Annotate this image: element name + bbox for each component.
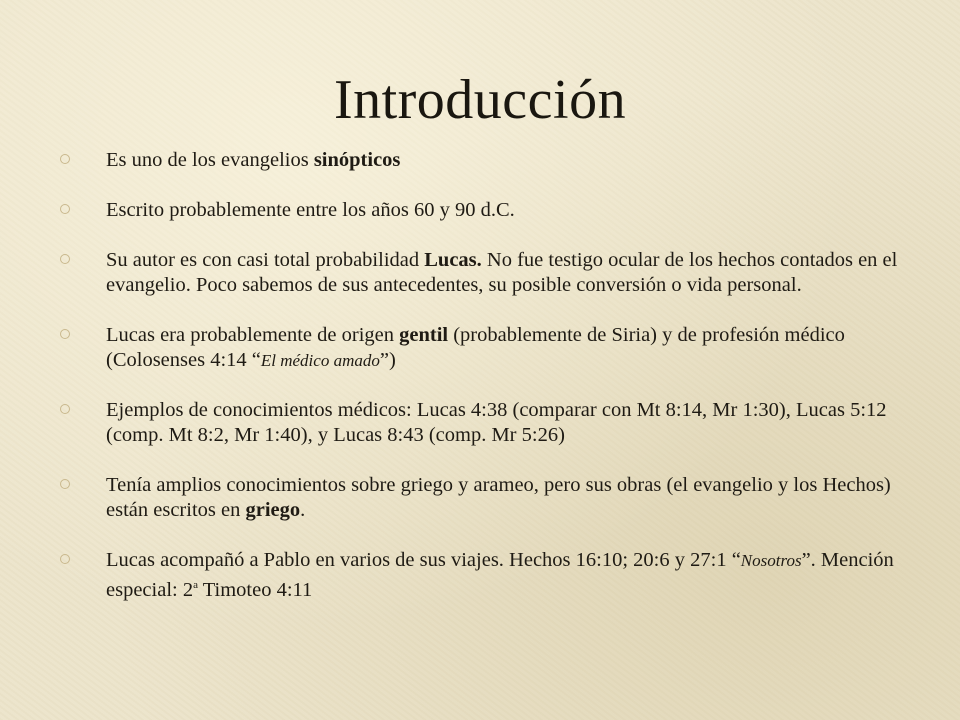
bullet-text: Escrito probablemente entre los años 60 y 90 d.C. <box>106 199 515 221</box>
superscript-text: a <box>193 579 198 591</box>
bullet-list <box>60 148 930 628</box>
bullet-text: Ejemplos de conocimientos médicos: Lucas 4:38 (comparar con Mt 8:14, Mr 1:30), Lucas 5:12 (comp. Mt 8:2, Mr 1:40), y Lucas 8:43 (comp. Mr 5:26) <box>106 399 887 446</box>
bullet-italic-text: Nosotros <box>740 551 802 570</box>
bullet-marker-icon <box>60 404 70 414</box>
bullet-item <box>60 323 930 373</box>
bullet-italic-text: El médico amado <box>260 351 380 370</box>
bullet-marker-icon <box>60 254 70 264</box>
bullet-marker-icon <box>60 204 70 214</box>
bullet-text: ”) <box>379 349 396 371</box>
bullet-marker-icon <box>60 554 70 564</box>
bullet-item <box>60 473 930 523</box>
bullet-text: No fue testigo ocular de los hechos contados en el evangelio. Poco sabemos de sus antecedentes, su posible conversión o vida personal. <box>106 249 898 296</box>
bullet-text: Lucas era probablemente de origen <box>106 324 400 346</box>
bullet-text: (probablemente de Siria) y de profesión médico (Colosenses 4:14 “ <box>106 324 845 371</box>
bullet-item <box>60 148 930 173</box>
bullet-bold-text: Lucas. <box>424 249 482 271</box>
bullet-bold-text: gentil <box>399 324 449 346</box>
bullet-item <box>60 548 930 603</box>
bullet-item <box>60 248 930 298</box>
bullet-text: Es uno de los evangelios <box>106 149 314 171</box>
bullet-text: Tenía amplios conocimientos sobre griego y arameo, pero sus obras (el evangelio y los Hechos) están escritos en <box>106 474 891 521</box>
bullet-text: Lucas acompañó a Pablo en varios de sus viajes. Hechos 16:10; 20:6 y 27:1 “ <box>106 549 741 571</box>
bullet-text: Su autor es con casi total probabilidad <box>106 249 425 271</box>
bullet-marker-icon <box>60 329 70 339</box>
bullet-bold-text: sinópticos <box>313 149 401 171</box>
bullet-text: Timoteo 4:11 <box>197 578 313 601</box>
bullet-item <box>60 198 930 223</box>
bullet-text: ”. Mención especial: 2 <box>106 549 894 601</box>
bullet-text: . <box>300 499 306 521</box>
bullet-marker-icon <box>60 154 70 164</box>
slide-title: Introducción <box>333 69 627 131</box>
bullet-bold-text: griego <box>245 499 301 521</box>
bullet-item <box>60 398 930 448</box>
bullet-marker-icon <box>60 479 70 489</box>
